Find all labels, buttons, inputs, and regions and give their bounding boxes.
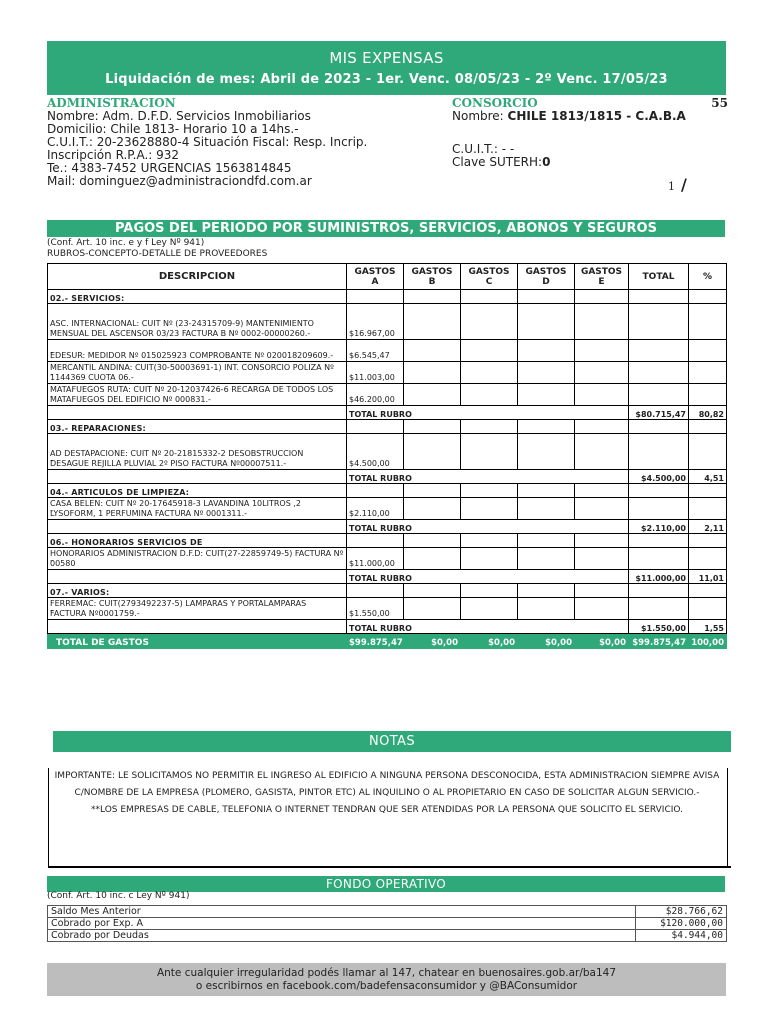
empty-cell [461,362,518,384]
empty-cell [404,420,461,434]
empty-cell [689,362,727,384]
empty-cell [461,534,518,548]
empty-cell [404,434,461,470]
empty-cell [629,304,689,340]
admin-cuit: C.U.I.T.: 20-23628880-4 Situación Fiscal: Resp. Incrip. [47,135,368,149]
expense-description: - MERCANTIL ANDINA: CUIT(30-50003691-1) INT. CONSORCIO POLIZA Nº 1144369 CUOTA 06.- [48,362,347,384]
empty-cell [404,498,461,520]
fondo-value: $120.000,00 [636,918,727,930]
total-rubro-value: $11.000,00 [629,570,689,584]
total-rubro-value: $80.715,47 [629,406,689,420]
empty-cell [575,498,629,520]
fondo-table [47,905,727,942]
empty-cell [575,290,629,304]
empty-cell [629,340,689,362]
suterh-label: Clave SUTERH: [452,155,543,169]
empty-cell [518,484,575,498]
empty-cell [629,362,689,384]
empty-cell [575,420,629,434]
fondo-conf-note: (Conf. Art. 10 inc. c Ley Nº 941) [47,891,190,901]
empty-cell [575,598,629,620]
empty-cell [518,384,575,406]
total-rubro-percent: 11,01 [689,570,727,584]
category-row [48,290,727,304]
empty-cell [461,498,518,520]
empty-cell [461,598,518,620]
notas-title: NOTAS [53,731,731,752]
empty-cell [518,304,575,340]
total-rubro-percent: 80,82 [689,406,727,420]
rubros-label: RUBROS-CONCEPTO-DETALLE DE PROVEEDORES [47,249,268,259]
pagos-title: PAGOS DEL PERIODO POR SUMINISTROS, SERVICIOS, ABONOS Y SEGUROS [47,220,725,237]
total-gastos-c: $0,00 [461,634,518,649]
empty-cell [689,420,727,434]
empty-cell [629,434,689,470]
total-rubro-label: TOTAL RUBRO [347,570,629,584]
admin-inscripcion: Inscripción R.P.A.: 932 [47,148,180,162]
col-header-percent: % [689,264,727,290]
category-row [48,534,727,548]
empty-cell [575,434,629,470]
col-header-descripcion: DESCRIPCION [48,264,347,290]
expense-description: - AD DESTAPACIONE: CUIT Nº 20-21815332-2 DESOBSTRUCCION DESAGUE REJILLA PLUVIAL 2º PISO FACTURA Nº00007511.- [48,434,347,470]
total-gastos-b: $0,00 [404,634,461,649]
empty-cell [629,484,689,498]
expense-amount-a: $4.500,00 [347,434,404,470]
consorcio-nombre-value: CHILE 1813/1815 - C.A.B.A [507,109,686,123]
expense-item-row [48,362,727,384]
expense-item-row [48,304,727,340]
total-gastos-e: $0,00 [575,634,629,649]
empty-cell [629,498,689,520]
empty-cell [689,384,727,406]
category-name: 02.- SERVICIOS: [48,290,347,304]
expense-description: - HONORARIOS ADMINISTRACION D.F.D: CUIT(27-22859749-5) FACTURA Nº 00580 [48,548,347,570]
total-gastos-total: $99.875,47 [629,634,689,649]
total-rubro-label: TOTAL RUBRO [347,520,629,534]
col-header-gastos-b: GASTOS B [404,264,461,290]
empty-cell [518,548,575,570]
expense-amount-a: $2.110,00 [347,498,404,520]
empty-cell [629,584,689,598]
nota-importante: IMPORTANTE: LE SOLICITAMOS NO PERMITIR EL INGRESO AL EDIFICIO A NINGUNA PERSONA DESCONOCIDA, ESTA ADMINISTRACION SIEMPRE AVISA C/NOMBRE DE LA EMPRESA (PLOMERO, GASISTA, PINTOR ETC) AL INQUILINO O AL PROPIETARIO EN CASO DE SOLICITAR ALGUN SERVICIO.- [54,771,720,798]
consumer-footer [47,963,726,996]
consorcio-cuit: C.U.I.T.: - - [452,142,515,156]
expense-amount-a: $11.003,00 [347,362,404,384]
fondo-label: Cobrado por Deudas [48,930,636,942]
fondo-row [48,918,727,930]
empty-cell [629,534,689,548]
empty-cell [404,290,461,304]
empty-cell [347,420,404,434]
empty-cell [347,290,404,304]
expense-amount-a: $1.550,00 [347,598,404,620]
admin-nombre: Nombre: Adm. D.F.D. Servicios Inmobiliarios [47,109,311,123]
fondo-label: Saldo Mes Anterior [48,906,636,918]
empty-cell [404,598,461,620]
col-header-total: TOTAL [629,264,689,290]
consorcio-nombre [452,110,728,123]
total-rubro-value: $4.500,00 [629,470,689,484]
admin-mail: Mail: dominguez@administraciondfd.com.ar [47,174,312,188]
category-name: 06.- HONORARIOS SERVICIOS DE [48,534,347,548]
category-name: 03.- REPARACIONES: [48,420,347,434]
total-gastos-d: $0,00 [518,634,575,649]
empty-cell [461,290,518,304]
empty-cell [629,290,689,304]
page-number: 1 [668,180,675,193]
col-header-gastos-d: GASTOS D [518,264,575,290]
admin-domicilio: Domicilio: Chile 1813- Horario 10 a 14hs.- [47,122,299,136]
empty-cell [689,290,727,304]
empty-cell [575,362,629,384]
empty-cell [518,362,575,384]
empty-cell [518,498,575,520]
empty-cell [689,584,727,598]
empty-cell [404,340,461,362]
expense-description: - MATAFUEGOS RUTA: CUIT Nº 20-12037426-6 RECARGA DE TODOS LOS MATAFUEGOS DEL EDIFICIO Nº 000831.- [48,384,347,406]
expense-item-row [48,434,727,470]
empty-cell [629,598,689,620]
fondo-label: Cobrado por Exp. A [48,918,636,930]
expenses-table-body [48,290,727,649]
empty-cell [404,548,461,570]
empty-cell [48,570,347,584]
empty-cell [404,362,461,384]
total-rubro-percent: 4,51 [689,470,727,484]
liquidation-subtitle: Liquidación de mes: Abril de 2023 - 1er. Venc. 08/05/23 - 2º Venc. 17/05/23 [105,72,668,87]
total-rubro-value: $1.550,00 [629,620,689,634]
admin-heading: ADMINISTRACION [47,96,176,110]
empty-cell [575,340,629,362]
total-gastos-a: $99.875,47 [347,634,404,649]
empty-cell [518,434,575,470]
empty-cell [48,470,347,484]
fondo-value: $28.766,62 [636,906,727,918]
fondo-row [48,906,727,918]
total-rubro-row [48,620,727,634]
empty-cell [404,384,461,406]
expense-amount-a: $16.967,00 [347,304,404,340]
empty-cell [461,420,518,434]
total-gastos-row [48,634,727,649]
page-slash: / [681,175,687,194]
expense-item-row [48,498,727,520]
notas-divider [48,866,731,868]
empty-cell [404,484,461,498]
empty-cell [404,584,461,598]
empty-cell [518,598,575,620]
notas-text [48,768,726,819]
empty-cell [629,548,689,570]
empty-cell [404,304,461,340]
total-rubro-row [48,406,727,420]
empty-cell [48,620,347,634]
consorcio-heading: CONSORCIO [452,96,538,110]
footer-line-1: Ante cualquier irregularidad podés llamar al 147, chatear en buenosaires.gob.ar/ba147 [156,967,617,979]
expense-description: - ASC. INTERNACIONAL: CUIT Nº (23-24315709-9) MANTENIMIENTO MENSUAL DEL ASCENSOR 03/23 FACTURA B Nº 0002-00000260.- [48,304,347,340]
expense-description: - CASA BELEN: CUIT Nº 20-17645918-3 LAVANDINA 10LITROS ,2 LYSOFORM, 1 PERFUMINA FACTURA Nº 0001311.- [48,498,347,520]
expense-description: - EDESUR: MEDIDOR Nº 015025923 COMPROBANTE Nº 020018209609.- [48,340,347,362]
expense-amount-a: $46.200,00 [347,384,404,406]
expense-item-row [48,340,727,362]
expenses-table [47,263,727,649]
empty-cell [629,384,689,406]
category-name: 04.- ARTICULOS DE LIMPIEZA: [48,484,347,498]
expense-item-row [48,598,727,620]
expense-item-row [48,384,727,406]
total-rubro-value: $2.110,00 [629,520,689,534]
empty-cell [48,406,347,420]
total-gastos-pct: 100,00 [689,634,727,649]
total-rubro-label: TOTAL RUBRO [347,406,629,420]
total-rubro-row [48,570,727,584]
total-rubro-label: TOTAL RUBRO [347,620,629,634]
empty-cell [347,484,404,498]
total-rubro-percent: 2,11 [689,520,727,534]
consorcio-nombre-label: Nombre: [452,109,508,123]
empty-cell [461,484,518,498]
expense-item-row [48,548,727,570]
empty-cell [404,534,461,548]
total-gastos-label: TOTAL DE GASTOS [48,634,347,649]
category-row [48,584,727,598]
suterh-value: 0 [542,155,551,169]
col-header-gastos-e: GASTOS E [575,264,629,290]
col-header-gastos-c: GASTOS C [461,264,518,290]
empty-cell [518,584,575,598]
empty-cell [689,548,727,570]
header-banner [47,41,726,95]
empty-cell [48,520,347,534]
category-name: 07.- VARIOS: [48,584,347,598]
empty-cell [347,584,404,598]
empty-cell [689,434,727,470]
page-title: MIS EXPENSAS [329,49,444,67]
empty-cell [575,584,629,598]
empty-cell [518,534,575,548]
fondo-title: FONDO OPERATIVO [47,876,725,892]
empty-cell [518,420,575,434]
consorcio-info [452,97,728,169]
empty-cell [461,384,518,406]
total-rubro-label: TOTAL RUBRO [347,470,629,484]
footer-line-2: o escribirnos en facebook.com/badefensaconsumidor y @BAConsumidor [195,980,578,992]
empty-cell [575,384,629,406]
expense-amount-a: $6.545,47 [347,340,404,362]
admin-tel: Te.: 4383-7452 URGENCIAS 1563814845 [47,161,292,175]
empty-cell [689,304,727,340]
empty-cell [575,548,629,570]
consorcio-number: 55 [711,96,728,110]
empty-cell [461,304,518,340]
category-row [48,420,727,434]
empty-cell [461,340,518,362]
empty-cell [347,534,404,548]
empty-cell [461,434,518,470]
empty-cell [461,548,518,570]
expense-description: - FERREMAC: CUIT(2793492237-5) LAMPARAS Y PORTALAMPARAS FACTURA Nº0001759.- [48,598,347,620]
empty-cell [689,598,727,620]
empty-cell [689,534,727,548]
fondo-row [48,930,727,942]
empty-cell [518,290,575,304]
empty-cell [575,534,629,548]
pagos-conf-note: (Conf. Art. 10 inc. e y f Ley Nº 941) [47,238,205,248]
category-row [48,484,727,498]
nota-empresas: **LOS EMPRESAS DE CABLE, TELEFONIA O INTERNET TENDRAN QUE SER ATENDIDAS POR LA PERSONA QUE SOLICITO EL SERVICIO. [91,805,683,815]
empty-cell [629,420,689,434]
total-rubro-percent: 1,55 [689,620,727,634]
empty-cell [689,498,727,520]
admin-info [47,97,447,188]
empty-cell [575,484,629,498]
fondo-value: $4.944,00 [636,930,727,942]
col-header-gastos-a: GASTOS A [347,264,404,290]
empty-cell [689,340,727,362]
empty-cell [461,584,518,598]
expense-amount-a: $11.000,00 [347,548,404,570]
table-header-row [48,264,727,290]
consorcio-suterh [452,156,728,169]
total-rubro-row [48,470,727,484]
total-rubro-row [48,520,727,534]
empty-cell [518,340,575,362]
empty-cell [575,304,629,340]
empty-cell [689,484,727,498]
